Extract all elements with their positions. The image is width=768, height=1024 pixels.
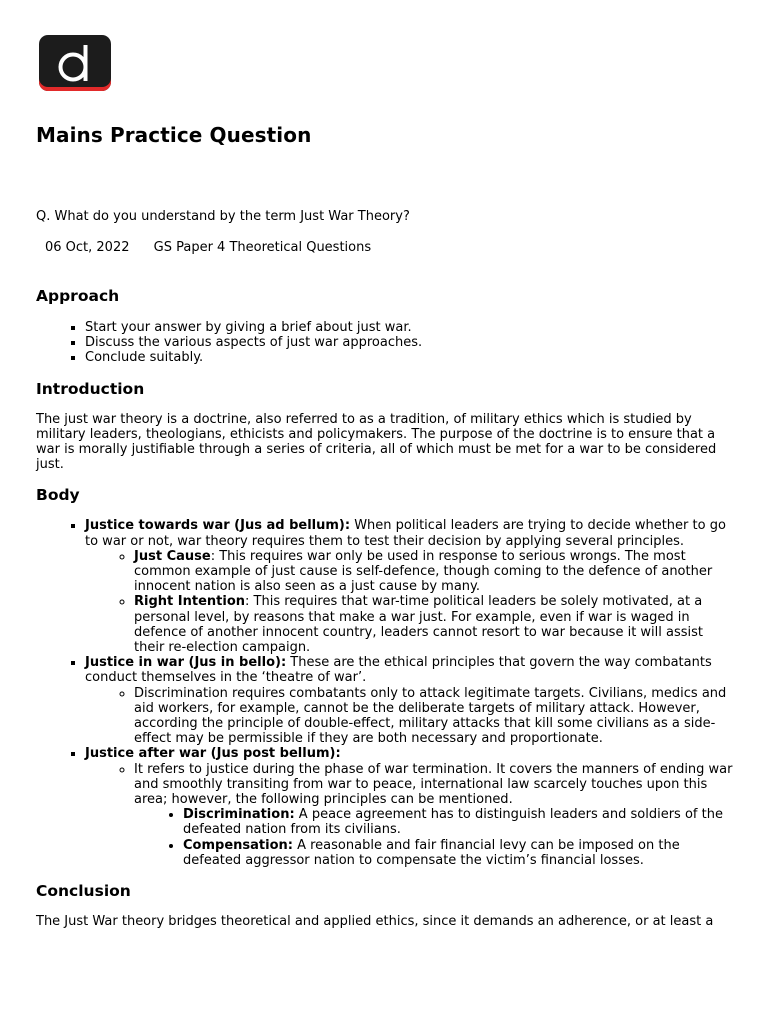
drishti-logo-icon[interactable] <box>39 35 111 91</box>
list-item: ▪ Conclude suitably. <box>85 350 736 365</box>
question-text: Q. What do you understand by the term Just War Theory? <box>36 209 410 224</box>
list-item <box>183 838 736 868</box>
answer-content <box>36 286 736 929</box>
letter-d-icon <box>39 35 111 91</box>
list-item: ▪ Discuss the various aspects of just war approaches. <box>85 335 736 350</box>
subpoint-text: : This requires war only be used in response to serious wrongs. The most common example of just cause is self-defence, though coming to the defence of another innocent nation is also seen as a just cause by many. <box>134 548 713 595</box>
list-item: ◦ Discrimination requires combatants only to attack legitimate targets. Civilians, medics and aid workers, for example, cannot be the deliberate targets of military attack. However, according the principle of double-effect, military attacks that kill some civilians as a side-effect may be permissible if they are both necessary and proportionate. <box>134 686 736 747</box>
list-item <box>183 807 736 837</box>
introduction-heading: Introduction <box>36 379 145 398</box>
sub-list <box>85 686 736 747</box>
list-item <box>85 746 736 868</box>
item-label: Compensation: <box>183 837 293 853</box>
list-item: ▪ Start your answer by giving a brief about just war. <box>85 320 736 335</box>
body-heading: Body <box>36 486 80 505</box>
introduction-text: The just war theory is a doctrine, also referred to as a tradition, of military ethics which is studied by military leaders, theologians, ethicists and policymakers. The purpose of the doctrine is to ensure that a war is morally justifiable through a series of criteria, all of which must be met for a war to be considered just. <box>36 411 717 473</box>
body-list <box>36 518 736 868</box>
subpoint-label: Right Intention <box>134 594 246 610</box>
list-item <box>134 762 736 868</box>
sub-sub-list <box>134 807 736 868</box>
point-label: Justice towards war (Jus ad bellum): <box>85 518 351 534</box>
conclusion-text: The Just War theory bridges theoretical and applied ethics, since it demands an adherence, or at least a <box>36 914 714 930</box>
point-label: Justice in war (Jus in bello): <box>85 655 287 671</box>
subpoint-text: It refers to justice during the phase of war termination. It covers the manners of ending war and smoothly transiting from war to peace, international law scarcely touches upon this area; however, the following principles can be mentioned. <box>134 761 733 808</box>
subpoint-label: Just Cause <box>134 548 211 564</box>
sub-list <box>85 762 736 868</box>
item-label: Discrimination: <box>183 807 295 823</box>
list-item <box>134 549 736 595</box>
item-text: A reasonable and fair financial levy can be imposed on the defeated aggressor nation to compensate the victim’s financial losses. <box>183 837 680 868</box>
list-item <box>85 655 736 746</box>
approach-list <box>36 320 736 366</box>
subpoint-text: : This requires that war-time political leaders be solely motivated, at a personal level, by reasons that make a war just. For example, even if war is waged in defence of another innocent country, leaders cannot resort to war because it will assist their re-election campaign. <box>134 594 704 656</box>
point-text: When political leaders are trying to decide whether to go to war or not, war theory requires them to test their decision by applying several principles. <box>85 518 726 549</box>
conclusion-heading: Conclusion <box>36 882 131 901</box>
question-meta <box>45 240 371 256</box>
item-text: A peace agreement has to distinguish leaders and soldiers of the defeated nation from its civilians. <box>183 807 723 838</box>
date-label: 06 Oct, 2022 <box>45 240 130 255</box>
list-item <box>85 518 736 655</box>
list-item <box>134 594 736 655</box>
approach-heading: Approach <box>36 287 120 305</box>
category-link[interactable]: GS Paper 4 Theoretical Questions <box>153 240 372 255</box>
point-label: Justice after war (Jus post bellum): <box>85 746 341 762</box>
sub-list <box>85 549 736 655</box>
page-title: Mains Practice Question <box>36 123 312 147</box>
point-text: These are the ethical principles that govern the way combatants conduct themselves in the ‘theatre of war’. <box>85 655 712 686</box>
